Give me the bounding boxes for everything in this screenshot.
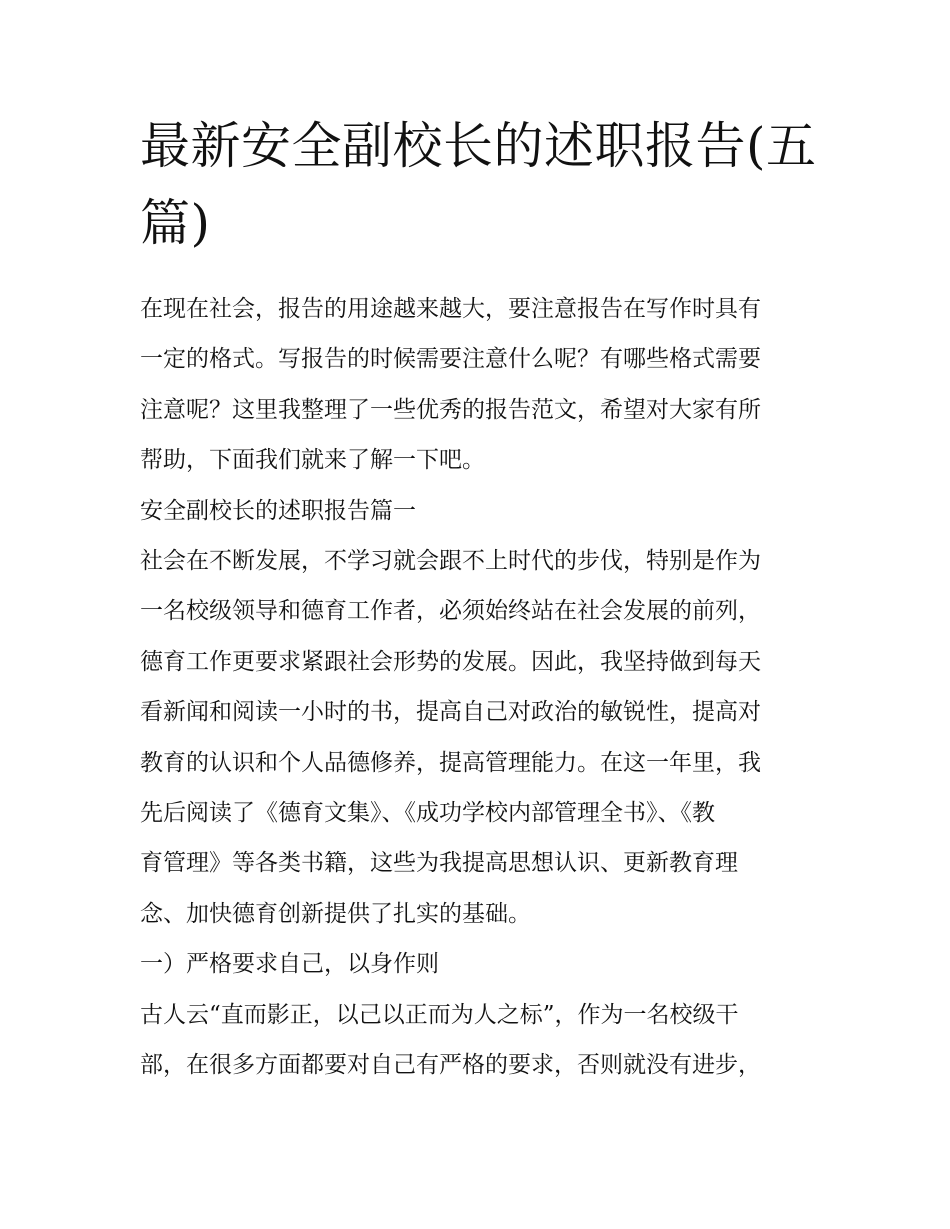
- text-line: 古人云“直而影正，以己以正而为人之标”，作为一名校级干: [140, 1001, 739, 1028]
- document-title: [140, 108, 820, 262]
- text-line: 德育工作更要求紧跟社会形势的发展。因此，我坚持做到每天: [140, 648, 761, 675]
- text-line: 看新闻和阅读一小时的书，提高自己对政治的敏锐性，提高对: [140, 699, 761, 726]
- text-line: 教育的认识和个人品德修养，提高管理能力。在这一年里，我: [140, 749, 761, 776]
- text-line: 在现在社会，报告的用途越来越大，要注意报告在写作时具有: [140, 296, 761, 322]
- subheading: 一）严格要求自己，以身作则: [140, 951, 439, 978]
- title-line: 最新安全副校长的述职报告(五: [140, 117, 817, 175]
- title-line: 篇): [140, 194, 211, 252]
- text-line: 先后阅读了《德育文集》、《成功学校内部管理全书》、《教: [140, 800, 715, 827]
- section-heading: 安全副校长的述职报告篇一: [140, 497, 416, 524]
- text-line: 一名校级领导和德育工作者，必须始终站在社会发展的前列，: [140, 598, 761, 625]
- intro-paragraph: [140, 284, 820, 486]
- text-line: 育管理》等各类书籍，这些为我提高思想认识、更新教育理: [140, 850, 738, 877]
- text-line: 一定的格式。写报告的时候需要注意什么呢？有哪些格式需要: [140, 346, 761, 373]
- text-line: 帮助，下面我们就来了解一下吧。: [140, 447, 485, 474]
- body-paragraph: [140, 536, 820, 939]
- text-line: 注意呢？这里我整理了一些优秀的报告范文，希望对大家有所: [140, 396, 761, 423]
- text-line: 念、加快德育创新提供了扎实的基础。: [140, 900, 531, 927]
- closing-paragraph: [140, 990, 820, 1091]
- document-page: [140, 108, 820, 1091]
- text-line: 社会在不断发展，不学习就会跟不上时代的步伐，特别是作为: [140, 548, 761, 575]
- text-line: 部，在很多方面都要对自己有严格的要求，否则就没有进步，: [140, 1052, 761, 1079]
